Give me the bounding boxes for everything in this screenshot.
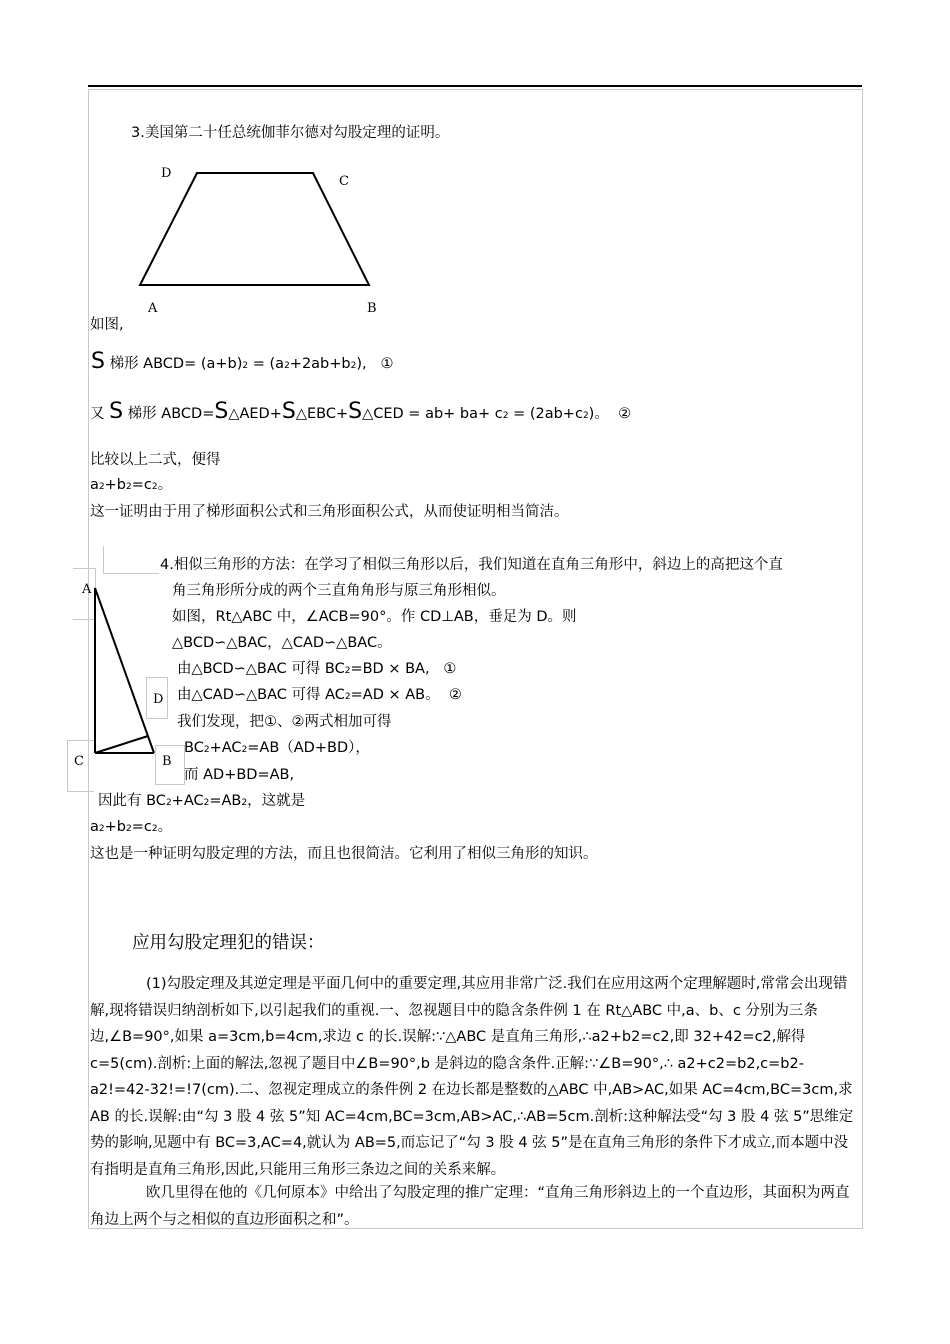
- equation-marker: ①: [380, 356, 394, 372]
- triangle-label-c: C: [74, 754, 84, 769]
- triangle-label-d: D: [153, 692, 164, 707]
- trapezoid-area-formula-2: [90, 399, 632, 425]
- altitude-cd: [95, 736, 148, 753]
- exponent: 2: [203, 798, 210, 808]
- area-symbol: S: [348, 399, 363, 424]
- exponent: 2: [98, 824, 105, 834]
- formula-text: )。: [588, 406, 609, 422]
- formula-text: △EBC+: [295, 406, 349, 422]
- section4-line-7: 我们发现，把①、②两式相加可得: [177, 714, 392, 730]
- errors-paragraph-1: (1)勾股定理及其逆定理是平面几何中的重要定理,其应用非常广泛.我们在应用这两个定理解题时,常常会出现错解,现将错误归纳剖析如下,以引起我们的重视.一、忽视题目中的隐含条件例 1 在 Rt△ABC 中,a、b、c 分别为三条边,∠B=90°,如果 a=3cm,b=4cm,求边 c 的长.误解:∵△ABC 是直角三角形,∴a2+b2=c2,即 32+42=c2,解得 c=5(cm).剖析:上面的解法,忽视了题目中∠B=90°,b 是斜边的隐含条件.正解:∵∠B=90°,∴ a2+c2=b2,c=b2-a2!=42-32!=!7(cm).二、忽视定理成立的条件例 2 在边长都是整数的△ABC 中,AB>AC,如果 AC=4cm,BC=3cm,求 AB 的长.误解:由“勾 3 股 4 弦 5”知 AC=4cm,BC=3cm,AB>AC,∴AB=5cm.剖析:这种解法受“勾 3 股 4 弦 5”思维定势的影响,见题中有 BC=3,AC=4,就认为 AB=5,而忘记了“勾 3 股 4 弦 5”是在直角三角形的条件下才成立,而本题中没有指明是直角三角形,因此,只能用三角形三条边之间的关系来解。: [90, 976, 854, 1178]
- trapezoid-label-b: B: [367, 301, 377, 316]
- formula-text: +b: [104, 477, 126, 493]
- formula-text: +AC: [171, 793, 204, 809]
- formula-text: =AB: [209, 793, 242, 809]
- section4-line-4: △BCD∽△BAC，△CAD∽△BAC。: [172, 635, 392, 651]
- exponent: 2: [125, 824, 132, 834]
- errors-paragraph-2: 欧几里得在他的《几何原本》中给出了勾股定理的推广定理：“直角三角形斜边上的一个直边形，其面积为两直角边上两个与之相似的直边形面积之和”。: [90, 1185, 850, 1228]
- section3-result: [90, 476, 172, 496]
- exponent: 2: [344, 692, 351, 702]
- formula-text: a: [90, 477, 99, 493]
- formula-text: =AD × AB。: [350, 687, 440, 703]
- section4-line-6: [177, 686, 462, 706]
- formula-text: =c: [131, 819, 152, 835]
- exponent: 2: [165, 798, 172, 808]
- section3-intro: 如图,: [90, 317, 124, 333]
- equation-marker: ②: [618, 406, 632, 422]
- section4-line-10: [98, 792, 305, 812]
- figure-frame-top: [103, 546, 159, 574]
- formula-text: 。: [157, 819, 173, 835]
- area-symbol: S: [281, 399, 296, 424]
- formula-text: +AC: [209, 740, 242, 756]
- errors-heading: 应用勾股定理犯的错误：: [132, 933, 325, 953]
- exponent: 2: [582, 411, 589, 421]
- exponent: 2: [203, 745, 210, 755]
- formula-text: 梯形 ABCD=: [123, 406, 215, 422]
- section4-line-5: [177, 660, 456, 680]
- section4-line-9: 而 AD+BD=AB,: [184, 767, 295, 783]
- section4-line-2: 角三角形所分成的两个三直角角形与原三角形相似。: [172, 583, 506, 599]
- formula-text: a: [90, 819, 99, 835]
- formula-text: +b: [104, 819, 126, 835]
- exponent: 2: [125, 482, 132, 492]
- exponent: 2: [344, 666, 351, 676]
- exponent: 2: [98, 482, 105, 492]
- formula-text: = (2ab+c: [508, 406, 583, 422]
- formula-text: 。: [157, 477, 173, 493]
- formula-text: △AED+: [228, 406, 282, 422]
- section4-line-8: [184, 739, 370, 759]
- area-symbol: S: [109, 399, 124, 424]
- trapezoid-label-c: C: [339, 174, 349, 189]
- exponent: 2: [241, 798, 248, 808]
- side-ab: [95, 588, 154, 753]
- section4-conclusion: 这也是一种证明勾股定理的方法，而且也很简洁。它利用了相似三角形的知识。: [90, 846, 598, 862]
- exponent: 2: [284, 361, 290, 371]
- formula-text: 由△CAD∽△BAC 可得 AC: [177, 687, 345, 703]
- section4-result: [90, 818, 172, 838]
- area-symbol: S: [214, 399, 229, 424]
- exponent: 2: [350, 361, 357, 371]
- formula-text: 梯形 ABCD= (a+b): [104, 356, 243, 372]
- section3-compare: 比较以上二式，便得: [90, 452, 221, 468]
- section4-line-1: 4.相似三角形的方法：在学习了相似三角形以后，我们知道在直角三角形中，斜边上的高把这个直: [160, 557, 783, 573]
- formula-text: ),: [356, 356, 367, 372]
- formula-text: =c: [131, 477, 152, 493]
- area-symbol: S: [91, 349, 105, 374]
- triangle-label-a: A: [82, 582, 92, 597]
- trapezoid-abcd: [140, 173, 369, 285]
- formula-text: 又: [90, 406, 105, 422]
- formula-text: +2ab+b: [289, 356, 351, 372]
- formula-text: 由△BCD∽△BAC 可得 BC: [177, 661, 345, 677]
- exponent: 2: [151, 482, 158, 492]
- section3-title: 3.美国第二十任总统伽菲尔德对勾股定理的证明。: [131, 125, 450, 141]
- trapezoid-area-formula-1: [91, 349, 394, 375]
- formula-text: 因此有 BC: [98, 793, 166, 809]
- formula-text: △CED = ab+ ba+ c: [362, 406, 503, 422]
- exponent: 2: [502, 411, 509, 421]
- formula-text: =BD × BA,: [350, 661, 430, 677]
- formula-text: =AB（AD+BD），: [247, 740, 370, 756]
- section3-conclusion: 这一证明由于用了梯形面积公式和三角形面积公式，从而使证明相当简洁。: [90, 504, 569, 520]
- trapezoid-label-a: A: [148, 301, 158, 316]
- formula-text: BC: [184, 740, 204, 756]
- formula-text: = (a: [248, 356, 285, 372]
- right-triangle-figure: [88, 585, 163, 760]
- exponent: 2: [151, 824, 158, 834]
- triangle-label-b: B: [162, 754, 172, 769]
- exponent: 2: [241, 745, 248, 755]
- equation-marker: ①: [443, 661, 457, 677]
- formula-text: ，这就是: [247, 793, 306, 809]
- section4-line-3: 如图，Rt△ABC 中，∠ACB=90°。作 CD⊥AB，垂足为 D。则: [172, 609, 577, 625]
- equation-marker: ②: [448, 687, 462, 703]
- header-rule: [88, 85, 862, 87]
- exponent: 2: [242, 361, 249, 371]
- trapezoid-label-d: D: [161, 166, 172, 181]
